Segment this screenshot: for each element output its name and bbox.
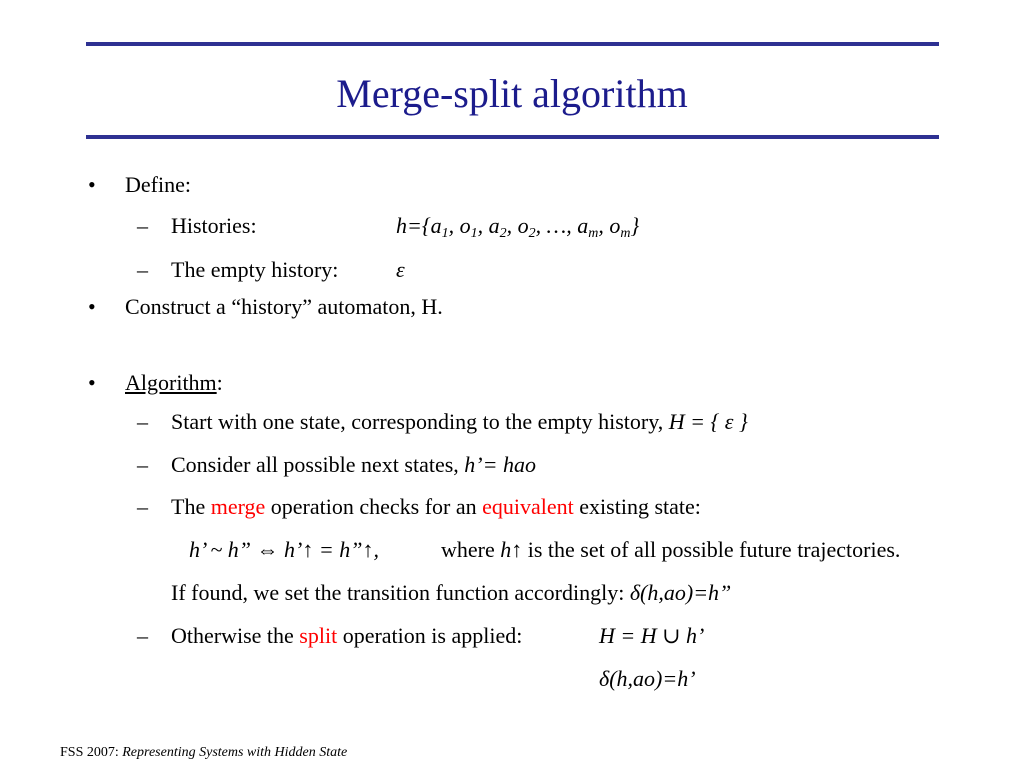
dash: – <box>137 257 148 282</box>
epsilon-symbol: ε <box>396 257 405 282</box>
split-keyword: split <box>299 623 338 648</box>
dash: – <box>137 409 148 434</box>
otherwise-text: Otherwise the split operation is applied: <box>171 623 523 648</box>
algorithm-heading: Algorithm: <box>125 370 223 395</box>
bullet: • <box>88 172 96 197</box>
define-label: Define: <box>125 172 191 197</box>
bullet: • <box>88 370 96 395</box>
consider-text: Consider all possible next states, h’= hao <box>171 452 536 477</box>
histories-label: Histories: <box>171 213 257 238</box>
construct-text: Construct a “history” automaton, H. <box>125 294 443 319</box>
consider-formula: h’= hao <box>464 452 536 477</box>
footer-subtitle: Representing Systems with Hidden State <box>122 745 348 760</box>
up-arrow-icon: ↑ <box>302 537 314 562</box>
dash: – <box>137 452 148 477</box>
up-arrow-icon: ↑ <box>511 537 523 562</box>
top-rule <box>86 42 939 46</box>
start-formula: H = { ε } <box>668 409 748 434</box>
bullet: • <box>88 294 96 319</box>
if-found-text: If found, we set the transition function accordingly: δ(h,ao)=h” <box>171 580 732 605</box>
start-text: Start with one state, corresponding to the empty history, H = { ε } <box>171 409 748 434</box>
slide-title: Merge-split algorithm <box>336 71 688 116</box>
up-arrow-icon: ↑ <box>362 537 374 562</box>
dash: – <box>137 623 148 648</box>
equivalence-formula: h’ ~ h” ⇔ h’↑ = h”↑, <box>189 537 379 562</box>
transition-formula: δ(h,ao)=h” <box>629 580 732 605</box>
footer-label: FSS 2007: <box>60 745 123 760</box>
dash: – <box>137 494 148 519</box>
iff-symbol: ⇔ <box>256 537 279 562</box>
merge-keyword: merge <box>210 494 266 519</box>
dash: – <box>137 213 148 238</box>
bottom-rule <box>86 135 939 139</box>
histories-formula: $h=\{a_1$, $o_1$, $a_2$, $o_2$, …, $a_m$, $o_m$} <box>396 213 640 241</box>
equivalent-keyword: equivalent <box>482 494 574 519</box>
split-transition-formula: δ(h,ao)=h’ <box>599 666 696 691</box>
empty-history-label: The empty history: <box>171 257 339 282</box>
algorithm-label: Algorithm <box>125 370 217 395</box>
split-formula: H = H ∪ h’ <box>599 623 705 648</box>
equivalence-description: where h↑ is the set of all possible future trajectories. <box>441 537 901 562</box>
merge-text: The merge operation checks for an equivalent existing state: <box>171 494 701 519</box>
footer <box>60 744 347 762</box>
